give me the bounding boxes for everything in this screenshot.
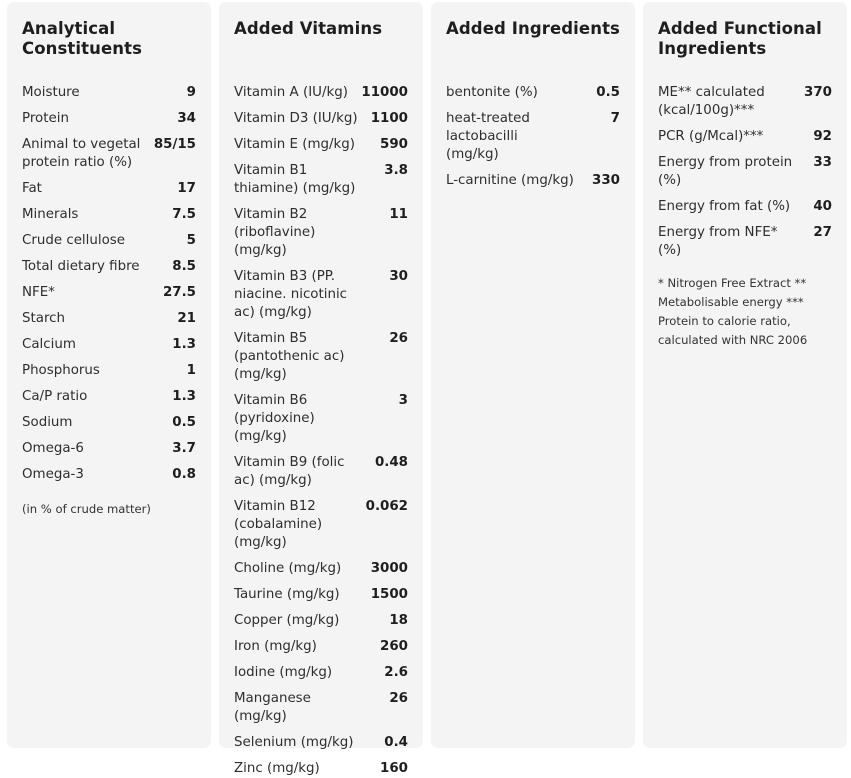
row-value: 21 bbox=[177, 311, 196, 326]
table-row bbox=[234, 612, 408, 630]
row-value: 26 bbox=[389, 691, 408, 706]
table-row bbox=[22, 232, 196, 250]
row-value: 17 bbox=[177, 181, 196, 196]
row-label: Energy from NFE*(%) bbox=[658, 225, 778, 258]
row-value: 1500 bbox=[370, 587, 408, 602]
row-label: heat-treated lactobacilli (mg/kg) bbox=[446, 111, 530, 162]
row-label: Phosphorus bbox=[22, 363, 100, 378]
row-value: 1100 bbox=[370, 111, 408, 126]
row-value: 40 bbox=[813, 199, 832, 214]
row-value: 0.4 bbox=[384, 735, 408, 750]
added-vitamins-card bbox=[219, 2, 423, 776]
row-label: Manganese (mg/kg) bbox=[234, 691, 311, 724]
row-value: 27.5 bbox=[162, 285, 196, 300]
added-ingredients-card bbox=[431, 2, 635, 748]
table-row bbox=[234, 760, 408, 778]
analytical-constituents-card bbox=[7, 2, 211, 748]
row-value: 11 bbox=[389, 207, 408, 222]
row-label: bentonite (%) bbox=[446, 85, 538, 100]
row-label: Sodium bbox=[22, 415, 73, 430]
row-value: 7 bbox=[610, 111, 620, 126]
row-label: Moisture bbox=[22, 85, 80, 100]
row-label: Copper (mg/kg) bbox=[234, 613, 340, 628]
row-value: 0.5 bbox=[172, 415, 196, 430]
table-row bbox=[234, 454, 408, 490]
added-functional-ingredients-card bbox=[643, 2, 847, 748]
row-label: Calcium bbox=[22, 337, 76, 352]
row-label: Vitamin B3 (PP. niacine. nicotinic ac) (mg/kg) bbox=[234, 269, 348, 320]
row-label: Omega-3 bbox=[22, 467, 84, 482]
row-value: 7.5 bbox=[172, 207, 196, 222]
table-row bbox=[234, 734, 408, 752]
row-label: Selenium (mg/kg) bbox=[234, 735, 354, 750]
card-title: Added Ingredients bbox=[446, 19, 620, 38]
row-label: Energy from protein (%) bbox=[658, 155, 793, 188]
row-label: Zinc (mg/kg) bbox=[234, 761, 320, 776]
row-label: Vitamin B12 (cobalamine) (mg/kg) bbox=[234, 499, 323, 550]
row-value: 1.3 bbox=[172, 389, 196, 404]
row-label: Starch bbox=[22, 311, 66, 326]
ingredients-list bbox=[446, 84, 620, 190]
row-label: Omega-6 bbox=[22, 441, 84, 456]
table-row bbox=[234, 206, 408, 260]
row-value: 33 bbox=[813, 155, 832, 170]
footnote: * Nitrogen Free Extract ** Metabolisable energy *** Protein to calorie ratio, calculated with NRC 2006 bbox=[658, 276, 808, 347]
table-row bbox=[22, 136, 196, 172]
table-row bbox=[234, 664, 408, 682]
row-label: Iron (mg/kg) bbox=[234, 639, 317, 654]
footnote: (in % of crude matter) bbox=[22, 502, 151, 516]
row-value: 330 bbox=[592, 173, 620, 188]
row-value: 0.5 bbox=[596, 85, 620, 100]
row-value: 260 bbox=[380, 639, 408, 654]
table-row bbox=[22, 362, 196, 380]
table-row bbox=[234, 560, 408, 578]
row-value: 370 bbox=[804, 85, 832, 100]
row-value: 0.8 bbox=[172, 467, 196, 482]
row-label: Ca/P ratio bbox=[22, 389, 88, 404]
table-row bbox=[658, 198, 832, 216]
row-value: 590 bbox=[380, 137, 408, 152]
table-row bbox=[22, 466, 196, 484]
table-row bbox=[22, 414, 196, 432]
table-row bbox=[22, 440, 196, 458]
vitamins-list bbox=[234, 84, 408, 778]
row-value: 2.6 bbox=[384, 665, 408, 680]
table-row bbox=[234, 268, 408, 322]
table-row bbox=[22, 206, 196, 224]
table-row bbox=[22, 388, 196, 406]
row-value: 26 bbox=[389, 331, 408, 346]
table-row bbox=[22, 284, 196, 302]
row-label: Minerals bbox=[22, 207, 79, 222]
row-value: 3.8 bbox=[384, 163, 408, 178]
row-label: Vitamin B9 (folic ac) (mg/kg) bbox=[234, 455, 345, 488]
row-value: 1 bbox=[186, 363, 196, 378]
table-row bbox=[22, 180, 196, 198]
table-row bbox=[22, 84, 196, 102]
row-value: 18 bbox=[389, 613, 408, 628]
table-row bbox=[22, 258, 196, 276]
table-row bbox=[22, 336, 196, 354]
row-value: 160 bbox=[380, 761, 408, 776]
row-value: 92 bbox=[813, 129, 832, 144]
row-label: Animal to vegetal protein ratio (%) bbox=[22, 137, 141, 170]
row-label: Iodine (mg/kg) bbox=[234, 665, 333, 680]
row-label: Choline (mg/kg) bbox=[234, 561, 342, 576]
table-row bbox=[658, 84, 832, 120]
row-value: 3 bbox=[398, 393, 408, 408]
row-value: 1.3 bbox=[172, 337, 196, 352]
table-row bbox=[446, 110, 620, 164]
row-label: L-carnitine (mg/kg) bbox=[446, 173, 574, 188]
row-label: ME** calculated (kcal/100g)*** bbox=[658, 85, 765, 118]
table-row bbox=[22, 310, 196, 328]
table-row bbox=[658, 154, 832, 190]
table-row bbox=[22, 110, 196, 128]
table-row bbox=[234, 330, 408, 384]
row-label: Energy from fat (%) bbox=[658, 199, 791, 214]
card-title: Added Vitamins bbox=[234, 19, 383, 38]
table-row bbox=[446, 172, 620, 190]
table-row bbox=[234, 84, 408, 102]
row-label: NFE* bbox=[22, 285, 55, 300]
table-row bbox=[234, 638, 408, 656]
table-row bbox=[234, 392, 408, 446]
row-label: Taurine (mg/kg) bbox=[234, 587, 340, 602]
table-row bbox=[234, 498, 408, 552]
table-row bbox=[234, 690, 408, 726]
table-row bbox=[234, 136, 408, 154]
row-label: Vitamin B5 (pantothenic ac) (mg/kg) bbox=[234, 331, 345, 382]
row-label: Total dietary fibre bbox=[22, 259, 140, 274]
functional-list bbox=[658, 84, 832, 260]
table-row bbox=[446, 84, 620, 102]
row-label: Vitamin B6 (pyridoxine) (mg/kg) bbox=[234, 393, 315, 444]
row-label: Vitamin B1 thiamine) (mg/kg) bbox=[234, 163, 356, 196]
row-label: Vitamin E (mg/kg) bbox=[234, 137, 356, 152]
table-row bbox=[658, 224, 832, 260]
row-value: 34 bbox=[177, 111, 196, 126]
row-value: 30 bbox=[389, 269, 408, 284]
row-value: 27 bbox=[813, 225, 832, 240]
table-row bbox=[658, 128, 832, 146]
row-value: 3.7 bbox=[172, 441, 196, 456]
row-value: 85/15 bbox=[153, 137, 196, 152]
row-label: Vitamin B2 (riboflavine) (mg/kg) bbox=[234, 207, 316, 258]
row-value: 0.48 bbox=[374, 455, 408, 470]
row-label: Crude cellulose bbox=[22, 233, 125, 248]
row-value: 5 bbox=[186, 233, 196, 248]
card-title: Added Functional Ingredients bbox=[658, 19, 822, 58]
row-value: 11000 bbox=[361, 85, 408, 100]
card-title: Analytical Constituents bbox=[22, 19, 143, 58]
table-row bbox=[234, 586, 408, 604]
row-label: Fat bbox=[22, 181, 42, 196]
row-value: 8.5 bbox=[172, 259, 196, 274]
row-value: 0.062 bbox=[365, 499, 408, 514]
table-row bbox=[234, 162, 408, 198]
analytical-list bbox=[22, 84, 196, 484]
row-value: 3000 bbox=[370, 561, 408, 576]
table-row bbox=[234, 110, 408, 128]
row-label: Protein bbox=[22, 111, 69, 126]
row-label: Vitamin A (IU/kg) bbox=[234, 85, 348, 100]
row-value: 9 bbox=[186, 85, 196, 100]
row-label: Vitamin D3 (IU/kg) bbox=[234, 111, 358, 126]
row-label: PCR (g/Mcal)*** bbox=[658, 129, 764, 144]
